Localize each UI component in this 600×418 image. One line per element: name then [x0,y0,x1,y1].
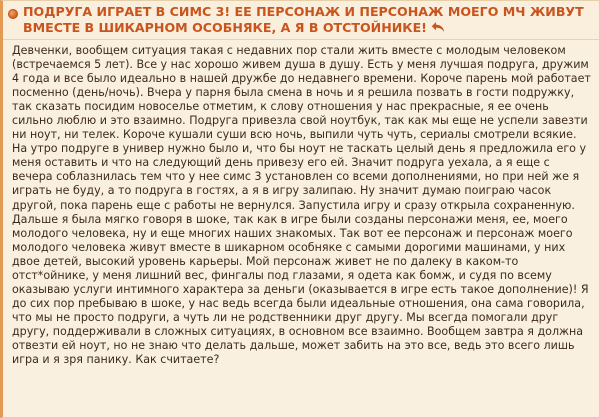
post-body [3,40,599,367]
post-title[interactable] [23,4,593,35]
orange-circle-bullet-icon [8,9,18,19]
post-header [3,1,599,40]
post-body-text: Девченки, вообщем ситуация такая с недавних пор стали жить вместе с молодым человеком (встречаемся 5 лет). Все у нас хорошо живем душа в душу. Есть у меня лучшая подруга, дружим 4 года и все было идеально в нашей дружбе до недавнего времени. Короче парень мой работает посменно (день/ночь). Вчера у парня была смена в ночь и я решила позвать в гости подружку, так сказать посидим новоселье отметим, к слову отношения у нас прекрасные, я ее очень сильно люблю и это взаимно. Подруга привезла свой ноутбук, так как мы еще не успели завезти ни ноут, ни телек. Короче кушали суши всю ночь, выпили чуть чуть, сериалы смотрели всякие. На утро подруге в универ нужно было и, что бы ноут не таскать целый день я предложила его у меня оставить и что на следующий день привезу его ей. Значит подруга уехала, а я еще с вечера соблазнилась тем что у нее симс 3 установлен со всеми дополнениями, но при ней же я играть не буду, а то подруга в гостях, а я в игру залипаю. Ну значит думаю поиграю часок другой, пока парень еще с работы не вернулся. Запустила игру и сразу открыла сохраненную. Дальше я была мягко говоря в шоке, так как в игре были созданы персонажи меня, ее, моего молодого человека, ну и еще многих наших знакомых. Так вот ее персонаж и персонаж моего молодого человека живут вместе в шикарном особняке с самыми дорогими машинами, у них двое детей, высокий уровень карьеры. Мой персонаж живет не по далеку в каком-то отст*ойнике, у меня лишний вес, фингалы под глазами, я одета как бомж, и судя по всему оказываю услуги интимного характера за деньги (оказывается в игре есть такое дополнение)! Я до сих пор пребываю в шоке, у нас ведь всегда были идеальные отношения, она сама говорила, что мы не просто подруги, а чуть ли не родственники друг другу. Мы всегда помогали друг другу, поддерживали в сложных ситуациях, в основном все взаимно. Вообщем завтра я должна отвезти ей ноут, но не знаю что делать дальше, может забить на это все, ведь это всего лишь игра и я зря панику. Как считаете? [12,44,591,367]
post-title-text[interactable]: ПОДРУГА ИГРАЕТ В СИМС 3! ЕЕ ПЕРСОНАЖ И ПЕРСОНАЖ МОЕГО МЧ ЖИВУТ ВМЕСТЕ В ШИКАРНОМ ОСОБНЯКЕ, А Я В ОТСТОЙНИКЕ! [23,4,584,35]
reply-arrow-icon[interactable] [431,21,445,33]
